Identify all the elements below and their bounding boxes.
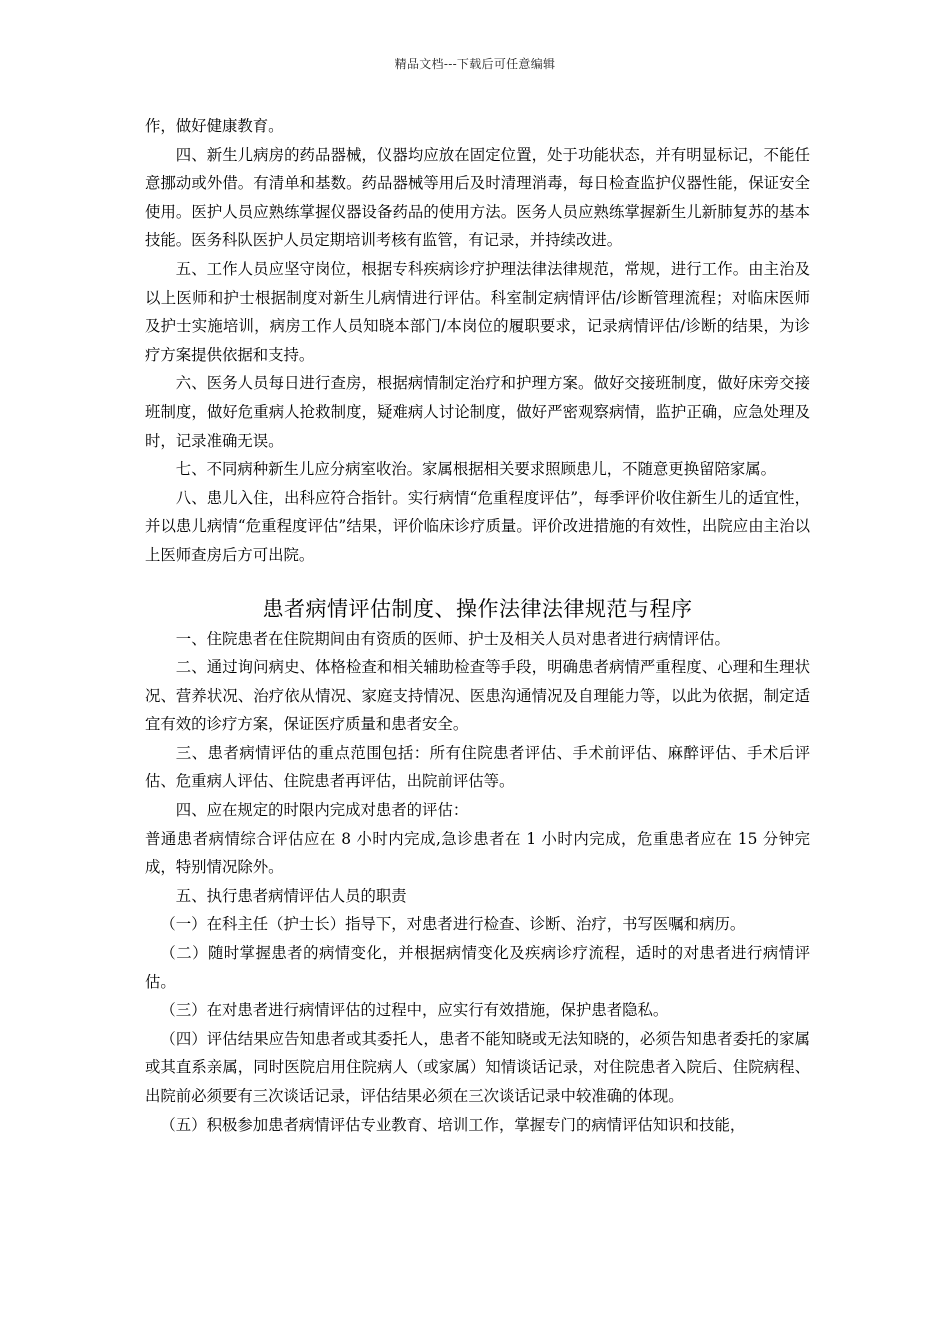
paragraph: 五、执行患者病情评估人员的职责	[175, 886, 407, 905]
paragraph: 四、新生儿病房的药品器械，仪器均应放在固定位置，处于功能状态，并有明显标记，不能任意挪动或外借。有清单和基数。药品器械等用后及时清理消毒，每日检查监护仪器性能，保证安全使用。医护人员应熟练掌握仪器设备药品的使用方法。医务人员应熟练掌握新生儿新肺复苏的基本技能。医务科队医护人员定期培训考核有监管，有记录，并持续改进。	[145, 145, 810, 250]
paragraph: （二）随时掌握患者的病情变化，并根据病情变化及疾病诊疗流程，适时的对患者进行病情评估。	[145, 944, 810, 991]
page-header: 精品文档---下载后可任意编辑	[394, 57, 556, 71]
paragraph: 作，做好健康教育。	[145, 117, 284, 135]
paragraph: 普通患者病情综合评估应在 8 小时内完成,急诊患者在 1 小时内完成，危重患者应在 15 分钟完成，特别情况除外。	[145, 829, 810, 877]
paragraph: 四、应在规定的时限内完成对患者的评估：	[175, 801, 469, 820]
document-body	[145, 112, 810, 1139]
paragraph: （三）在对患者进行病情评估的过程中，应实行有效措施，保护患者隐私。	[160, 1001, 669, 1020]
paragraph: 一、住院患者在住院期间由有资质的医师、护士及相关人员对患者进行病情评估。	[175, 629, 730, 648]
paragraph: 二、通过询问病史、体格检查和相关辅助检查等手段，明确患者病情严重程度、心理和生理状况、营养状况、治疗依从情况、家庭支持情况、医患沟通情况及自理能力等，以此为依据，制定适宜有效的诊疗方案，保证医疗质量和患者安全。	[145, 658, 810, 734]
paragraph: （五）积极参加患者病情评估专业教育、培训工作，掌握专门的病情评估知识和技能，	[160, 1115, 746, 1134]
paragraph: 七、不同病种新生儿应分病室收治。家属根据相关要求照顾患儿，不随意更换留陪家属。	[175, 460, 777, 479]
section-title: 患者病情评估制度、操作法律法律规范与程序	[262, 596, 693, 621]
paragraph: 三、患者病情评估的重点范围包括：所有住院患者评估、手术前评估、麻醉评估、手术后评估、危重病人评估、住院患者再评估，出院前评估等。	[145, 743, 810, 791]
paragraph: （一）在科主任（护士长）指导下，对患者进行检查、诊断、治疗，书写医嘱和病历。	[160, 915, 746, 934]
paragraph: （四）评估结果应告知患者或其委托人，患者不能知晓或无法知晓的，必须告知患者委托的家属或其直系亲属，同时医院启用住院病人（或家属）知情谈话记录，对住院患者入院后、住院病程、出院前必须要有三次谈话记录，评估结果必须在三次谈话记录中较准确的体现。	[145, 1029, 810, 1105]
paragraph: 六、医务人员每日进行查房，根据病情制定治疗和护理方案。做好交接班制度，做好床旁交接班制度，做好危重病人抢救制度，疑难病人讨论制度，做好严密观察病情，监护正确，应急处理及时，记录准确无误。	[145, 374, 810, 450]
paragraph: 五、工作人员应坚守岗位，根据专科疾病诊疗护理法律法律规范，常规，进行工作。由主治及以上医师和护士根据制度对新生儿病情进行评估。科室制定病情评估/诊断管理流程；对临床医师及护士实施培训，病房工作人员知晓本部门/本岗位的履职要求，记录病情评估/诊断的结果，为诊疗方案提供依据和支持。	[145, 259, 810, 364]
paragraph: 八、患儿入住，出科应符合指针。实行病情“危重程度评估”，每季评价收住新生儿的适宜性，并以患儿病情“危重程度评估”结果，评价临床诊疗质量。评价改进措施的有效性，出院应由主治以上医师查房后方可出院。	[145, 488, 810, 564]
